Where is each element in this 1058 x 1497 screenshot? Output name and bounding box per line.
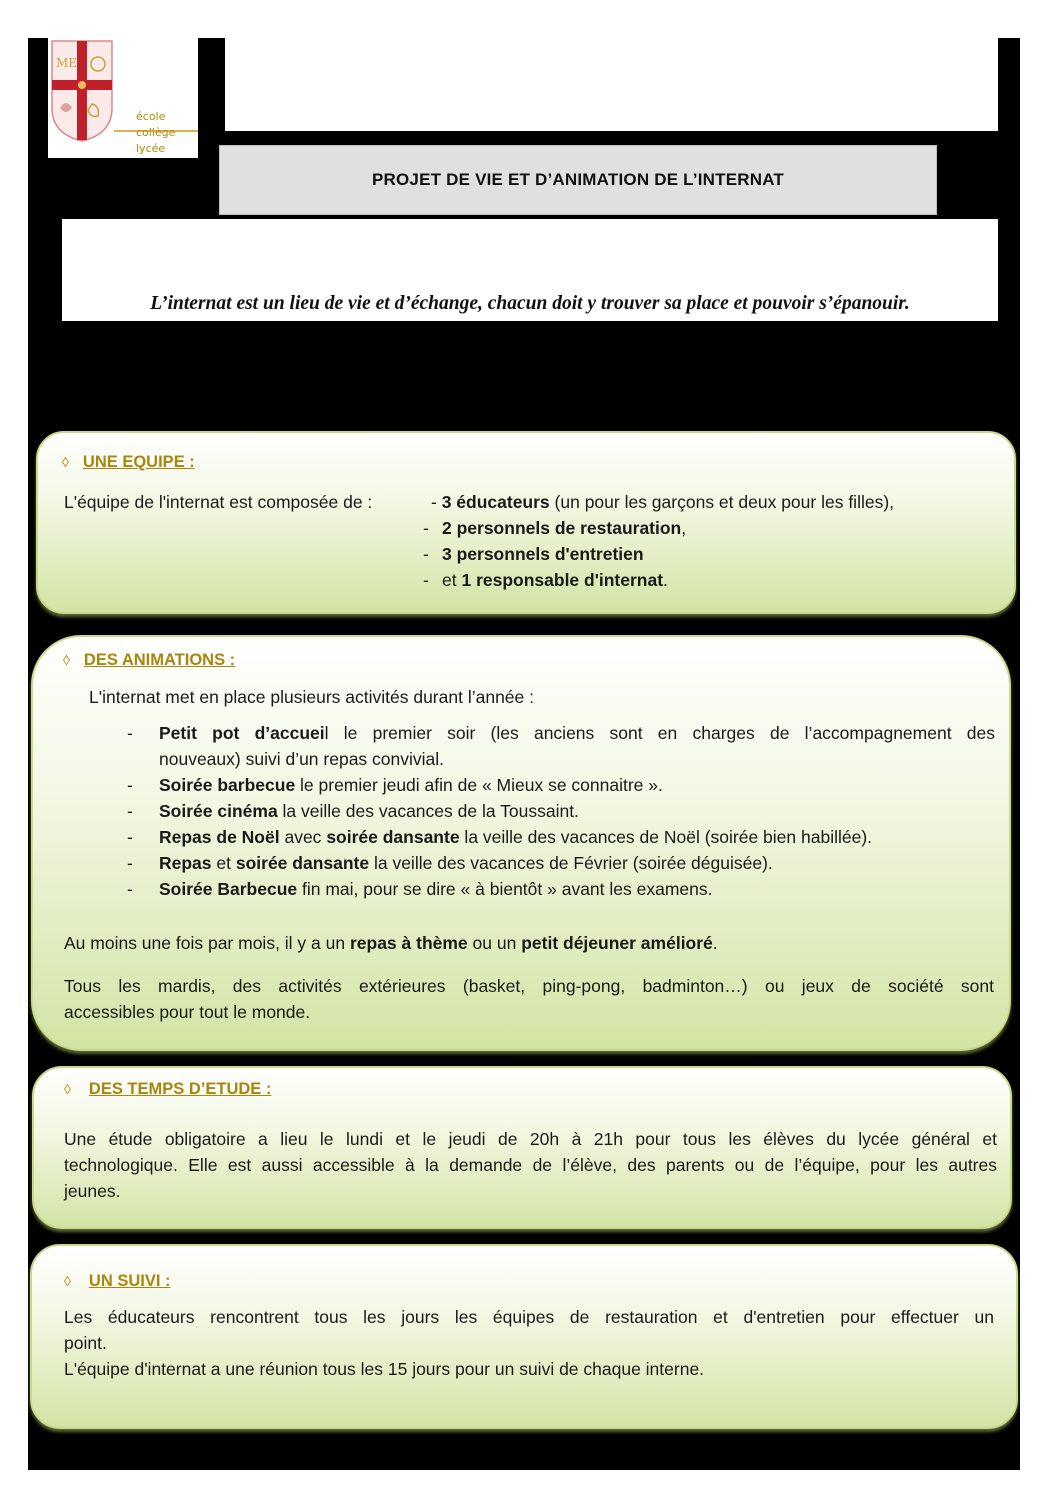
motto-box xyxy=(62,219,998,321)
equipe-item-4: et 1 responsable d'internat. xyxy=(442,570,668,590)
panel-animations xyxy=(31,635,1011,1051)
title-box xyxy=(219,145,937,215)
animations-list: - Petit pot d’accueil le premier soir (les anciens sont en charges de l’accompagnement des nouveaux) suivi d’un repas convivial. - Soirée barbecue le premier jeudi afin de « Mieux se connaitre ». - Soirée cinéma la veille des vacances de la Toussaint. - Repas de Noël avec soirée dansante la veille des vacances de Noël (soirée bien habillée). - Repas et soirée dansante la veille des vacances de Février (soirée déguisée). - Soirée Barbecue fin mai, pour se dire « à bientôt » avant les examens. xyxy=(127,720,995,900)
page xyxy=(28,38,1020,1470)
diamond-bullet-icon: ◊ xyxy=(63,652,70,668)
equipe-item-2: 2 personnels de restauration, xyxy=(442,518,687,538)
panel-equipe xyxy=(36,431,1016,614)
panel-suivi xyxy=(30,1244,1018,1429)
equipe-intro: L'équipe de l'internat est composée de : xyxy=(64,492,373,512)
equipe-dash-3: - xyxy=(423,544,429,564)
list-item: - Petit pot d’accueil le premier soir (les anciens sont en charges de l’accompagnement des nouveaux) suivi d’un repas convivial. xyxy=(127,723,995,769)
school-logo xyxy=(48,38,198,158)
animations-intro: L'internat met en place plusieurs activités durant l’année : xyxy=(89,687,534,707)
etude-text: Une étude obligatoire a lieu le lundi et le jeudi de 20h à 21h pour tous les élèves du lycée général et technologique. Elle est aussi accessible à la demande de l’élève, des parents ou de l’équipe, pour les autres jeunes. xyxy=(64,1129,997,1201)
header-strip xyxy=(225,38,998,131)
section-heading-equipe: ◊ UNE EQUIPE : xyxy=(62,449,195,475)
logo-word-ecole: école xyxy=(136,110,166,123)
logo-word-college: collège xyxy=(136,126,176,139)
logo-word-lycee: lycée xyxy=(136,142,166,155)
suivi-text: Les éducateurs rencontrent tous les jours les équipes de restauration et d'entretien pour effectuer un point. L'équipe d'internat a une réunion tous les 15 jours pour un suivi de chaque interne. xyxy=(64,1307,994,1379)
motto: L’internat est un lieu de vie et d’échange, chacun doit y trouver sa place et pouvoir s’épanouir. xyxy=(150,293,910,314)
animations-monthly: Au moins une fois par mois, il y a un repas à thème ou un petit déjeuner amélioré. xyxy=(64,933,718,953)
animations-tuesday: Tous les mardis, des activités extérieures (basket, ping-pong, badminton…) ou jeux de société sont accessibles pour tout le monde. xyxy=(64,976,994,1022)
diamond-bullet-icon: ◊ xyxy=(64,1273,71,1289)
section-heading-suivi: ◊ UN SUIVI : xyxy=(64,1268,171,1294)
section-heading-animations: ◊ DES ANIMATIONS : xyxy=(63,647,235,673)
equipe-item-1: - 3 éducateurs (un pour les garçons et deux pour les filles), xyxy=(431,492,895,512)
section-heading-etude: ◊ DES TEMPS D’ETUDE : xyxy=(64,1076,271,1102)
diamond-bullet-icon: ◊ xyxy=(62,454,69,470)
diamond-bullet-icon: ◊ xyxy=(64,1081,71,1097)
panel-etude xyxy=(32,1066,1012,1229)
equipe-dash-2: - xyxy=(423,518,429,538)
equipe-dash-4: - xyxy=(423,570,429,590)
logo-monogram: ME xyxy=(56,56,78,70)
equipe-item-3: 3 personnels d'entretien xyxy=(442,544,644,564)
page-title: PROJET DE VIE ET D’ANIMATION DE L’INTERNAT xyxy=(371,170,785,189)
